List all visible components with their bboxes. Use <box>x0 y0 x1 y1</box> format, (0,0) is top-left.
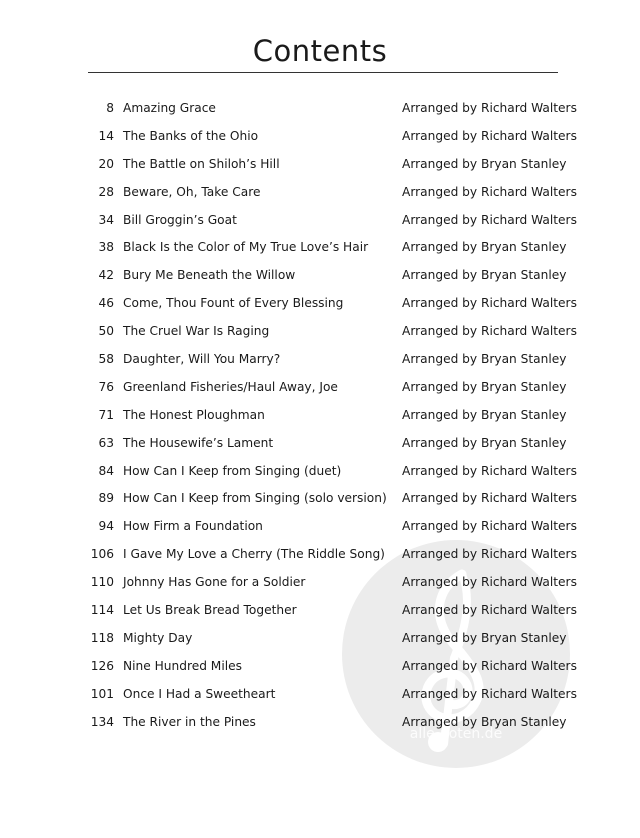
entry-arranger: Arranged by Bryan Stanley <box>402 407 567 422</box>
entry-page-number: 63 <box>98 435 114 450</box>
entry-arranger: Arranged by Bryan Stanley <box>402 268 567 283</box>
entry-page-number: 20 <box>98 156 114 171</box>
contents-entry <box>0 123 640 151</box>
entry-arranger: Arranged by Richard Walters <box>402 686 577 701</box>
entry-arranger: Arranged by Bryan Stanley <box>402 630 567 645</box>
entry-page-number: 134 <box>90 714 114 729</box>
entry-song-title: Bill Groggin’s Goat <box>123 212 237 227</box>
contents-entry <box>0 318 640 346</box>
entry-song-title: Let Us Break Bread Together <box>123 603 297 618</box>
entry-arranger: Arranged by Richard Walters <box>402 463 577 478</box>
contents-entry <box>0 681 640 709</box>
contents-entry <box>0 207 640 235</box>
watermark-text: alle-noten.de <box>409 726 503 742</box>
entry-song-title: Come, Thou Fount of Every Blessing <box>123 296 344 311</box>
entry-page-number: 58 <box>98 352 114 367</box>
entry-arranger: Arranged by Richard Walters <box>402 128 577 143</box>
entry-arranger: Arranged by Bryan Stanley <box>402 240 567 255</box>
entry-arranger: Arranged by Richard Walters <box>402 184 577 199</box>
entry-song-title: The Housewife’s Lament <box>123 435 274 450</box>
contents-entry <box>0 234 640 262</box>
entry-page-number: 126 <box>90 658 114 673</box>
entry-page-number: 8 <box>106 101 114 115</box>
contents-entry <box>0 430 640 458</box>
entry-arranger: Arranged by Richard Walters <box>402 324 577 339</box>
entry-arranger: Arranged by Bryan Stanley <box>402 435 567 450</box>
entry-song-title: Mighty Day <box>123 630 193 645</box>
entry-page-number: 76 <box>98 379 114 394</box>
entry-arranger: Arranged by Richard Walters <box>402 519 577 534</box>
entry-page-number: 34 <box>98 212 114 227</box>
entry-page-number: 110 <box>90 575 114 590</box>
entry-page-number: 101 <box>90 686 114 701</box>
entry-song-title: Bury Me Beneath the Willow <box>123 268 296 283</box>
entry-song-title: How Can I Keep from Singing (duet) <box>123 463 342 478</box>
entry-arranger: Arranged by Richard Walters <box>402 547 577 562</box>
title-rule <box>88 72 558 73</box>
entry-song-title: The Honest Ploughman <box>123 407 265 422</box>
entry-arranger: Arranged by Richard Walters <box>402 101 577 115</box>
entry-page-number: 46 <box>98 296 114 311</box>
entry-song-title: How Firm a Foundation <box>123 519 263 534</box>
entry-arranger: Arranged by Richard Walters <box>402 658 577 673</box>
entry-page-number: 94 <box>98 519 114 534</box>
contents-entry <box>0 151 640 179</box>
entry-page-number: 106 <box>90 547 114 562</box>
contents-list <box>0 95 640 736</box>
entry-page-number: 50 <box>98 324 114 339</box>
contents-entry <box>0 653 640 681</box>
contents-entry <box>0 485 640 513</box>
entry-song-title: The Battle on Shiloh’s Hill <box>123 156 280 171</box>
entry-page-number: 118 <box>90 630 114 645</box>
entry-arranger: Arranged by Bryan Stanley <box>402 156 567 171</box>
entry-page-number: 42 <box>98 268 114 283</box>
entry-arranger: Arranged by Bryan Stanley <box>402 714 567 729</box>
entry-page-number: 71 <box>98 407 114 422</box>
entry-song-title: I Gave My Love a Cherry (The Riddle Song) <box>123 547 385 562</box>
entry-arranger: Arranged by Richard Walters <box>402 491 577 506</box>
entry-arranger: Arranged by Bryan Stanley <box>402 379 567 394</box>
contents-entry <box>0 179 640 207</box>
entry-song-title: Amazing Grace <box>123 101 216 115</box>
contents-entry <box>0 95 640 123</box>
contents-entry <box>0 402 640 430</box>
contents-entry <box>0 569 640 597</box>
entry-arranger: Arranged by Richard Walters <box>402 603 577 618</box>
contents-entry <box>0 262 640 290</box>
entry-arranger: Arranged by Richard Walters <box>402 296 577 311</box>
entry-song-title: Daughter, Will You Marry? <box>123 352 281 367</box>
contents-entry <box>0 346 640 374</box>
entry-page-number: 89 <box>98 491 114 506</box>
entry-song-title: Nine Hundred Miles <box>123 658 242 673</box>
contents-entry <box>0 290 640 318</box>
entry-song-title: Greenland Fisheries/Haul Away, Joe <box>123 379 338 394</box>
entry-page-number: 114 <box>90 603 114 618</box>
entry-arranger: Arranged by Richard Walters <box>402 212 577 227</box>
contents-entry <box>0 709 640 737</box>
entry-song-title: The Banks of the Ohio <box>123 128 259 143</box>
entry-song-title: Beware, Oh, Take Care <box>123 184 261 199</box>
entry-page-number: 38 <box>98 240 114 255</box>
entry-page-number: 14 <box>98 128 114 143</box>
entry-page-number: 84 <box>98 463 114 478</box>
entry-song-title: Once I Had a Sweetheart <box>123 686 276 701</box>
contents-entry <box>0 374 640 402</box>
entry-arranger: Arranged by Richard Walters <box>402 575 577 590</box>
entry-song-title: The River in the Pines <box>123 714 256 729</box>
entry-song-title: Black Is the Color of My True Love’s Hair <box>123 240 369 255</box>
contents-entry <box>0 458 640 486</box>
contents-entry <box>0 625 640 653</box>
entry-song-title: The Cruel War Is Raging <box>123 324 270 339</box>
entry-arranger: Arranged by Bryan Stanley <box>402 352 567 367</box>
page-title: Contents <box>252 34 388 68</box>
entry-song-title: Johnny Has Gone for a Soldier <box>123 575 306 590</box>
entry-song-title: How Can I Keep from Singing (solo version) <box>123 491 387 506</box>
contents-entry <box>0 597 640 625</box>
entry-page-number: 28 <box>98 184 114 199</box>
contents-entry <box>0 513 640 541</box>
contents-entry <box>0 541 640 569</box>
